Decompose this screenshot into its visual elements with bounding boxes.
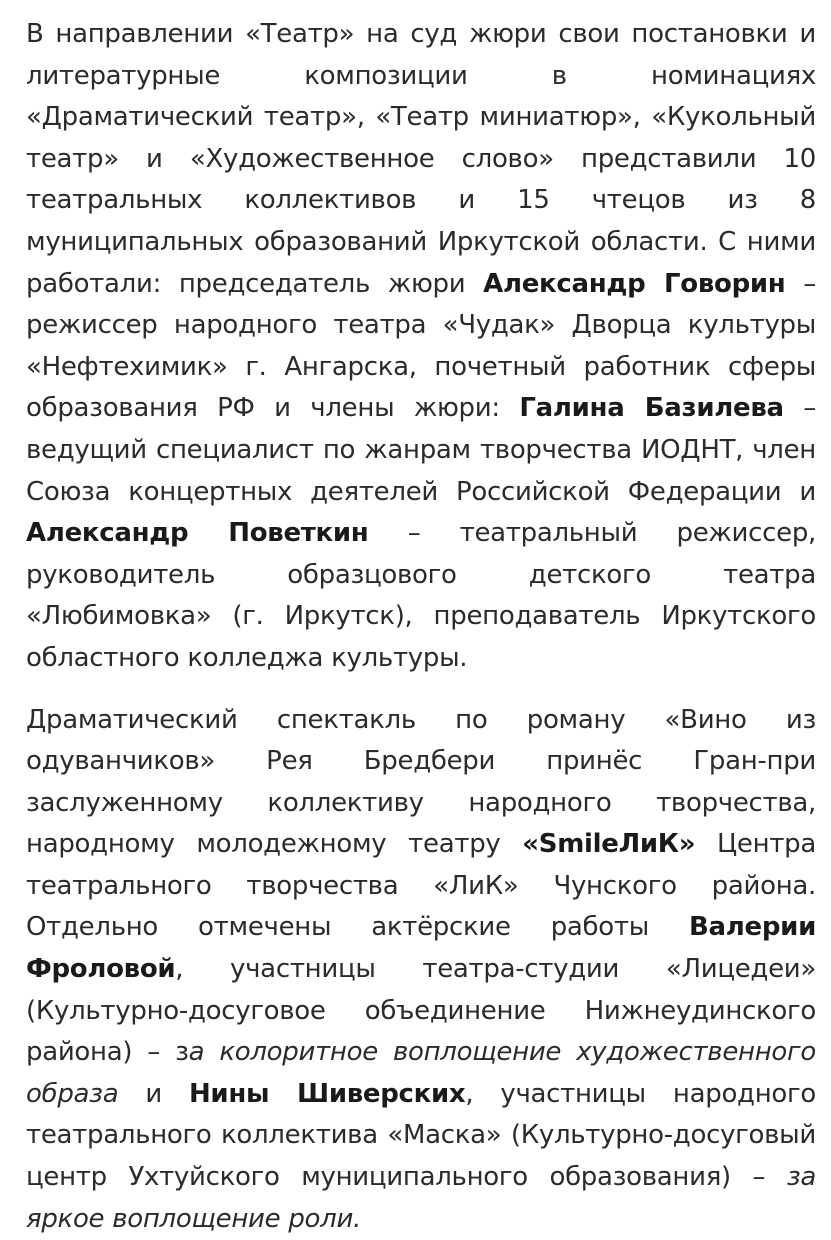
text-segment: – ведущий специалист по жанрам творчества ИОДНТ, член Союза концертных деятелей Российской Федерации и [26,393,816,506]
text-segment: , участницы народного театрального коллектива «Маска» (Культурно-досуговый центр Ухтуйского муниципального образования) [26,1079,816,1192]
jury-member-name: Александр Поветкин [26,518,368,548]
text-segment: Центра театрального творчества «ЛиК» Чунского района. Отдельно отмечены актёрские работы [26,829,816,942]
text-segment: Драматический спектакль по роману «Вино из одуванчиков» Рея Бредбери принёс Гран-при заслуженному коллективу народного творчества, народному молодежному театру [26,705,816,860]
text-segment: В направлении «Театр» на суд жюри свои постановки и литературные композиции в номинациях «Драматический театр», «Театр миниатюр», «Кукольный театр» и «Художественное слово» представили 10 театральных коллективов и 15 чтецов из 8 муниципальных образований Иркутской области. С ними работали: председатель жюри [26,19,816,299]
jury-chair-name: Александр Говорин [483,269,785,299]
award-reason: – за яркое воплощение роли. [26,1162,816,1234]
jury-member-name: Галина Базилева [519,393,783,423]
actress-name: Валерии Фроловой [26,912,816,984]
text-segment: и [118,1079,189,1109]
article-body [26,14,816,1240]
text-segment: – театральный режиссер, руководитель образцового детского театра «Любимовка» (г. Иркутск), преподаватель Иркутского областного колледжа культуры. [26,518,816,673]
theatre-name: «SmileЛиК» [522,829,695,859]
text-segment: – режиссер народного театра «Чудак» Дворца культуры «Нефтехимик» г. Ангарска, почетный работник сферы образования РФ и члены жюри: [26,269,816,424]
award-reason: а колоритное воплощение художественного образа [26,1037,816,1109]
paragraph-jury [26,14,816,680]
text-segment: , участницы театра-студии «Лицедеи» (Культурно-досуговое объединение Нижнеудинского района) – з [26,954,816,1067]
paragraph-awards [26,700,816,1240]
actress-name: Нины Шиверских [189,1079,465,1109]
